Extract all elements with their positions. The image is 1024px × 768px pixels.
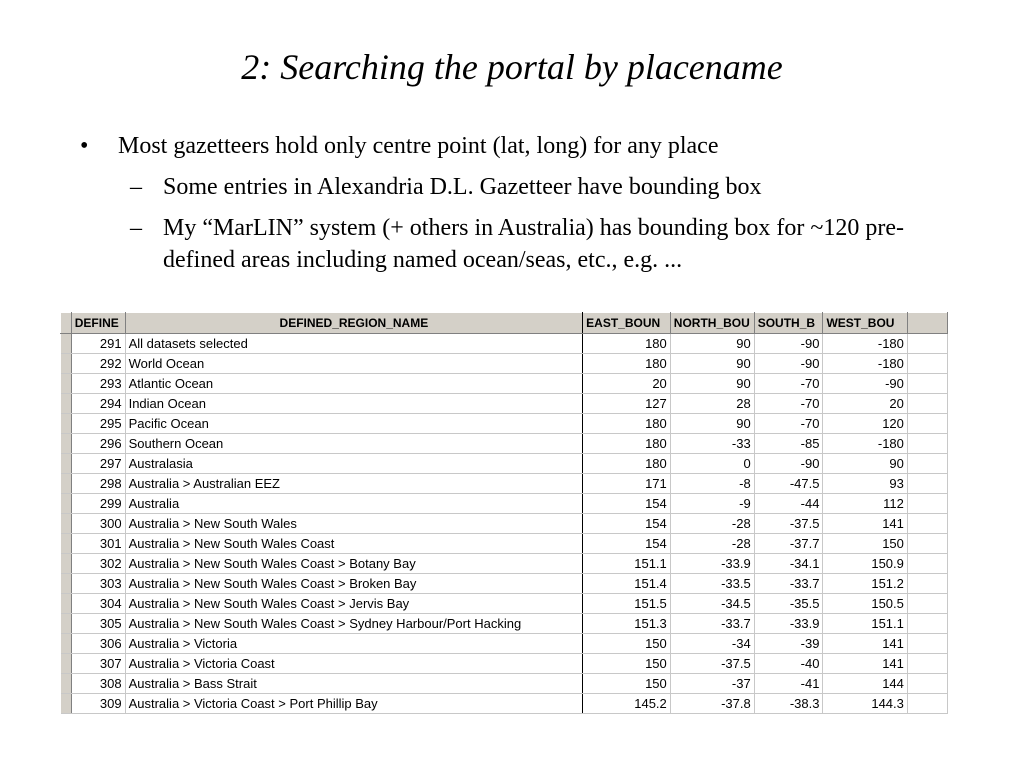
cell-north-bound[interactable]: -9: [670, 494, 754, 514]
cell-region-name[interactable]: Pacific Ocean: [125, 414, 583, 434]
cell-east-bound[interactable]: 151.4: [583, 574, 671, 594]
table-row[interactable]: [61, 494, 948, 514]
cell-region-name[interactable]: Australia > New South Wales: [125, 514, 583, 534]
cell-south-bound[interactable]: -90: [754, 334, 823, 354]
cell-empty: [907, 534, 947, 554]
cell-south-bound[interactable]: -85: [754, 434, 823, 454]
table-row[interactable]: [61, 334, 948, 354]
cell-region-name[interactable]: Australia > Bass Strait: [125, 674, 583, 694]
table-row[interactable]: [61, 554, 948, 574]
row-selector[interactable]: [61, 454, 72, 474]
cell-north-bound[interactable]: -34.5: [670, 594, 754, 614]
cell-empty: [907, 334, 947, 354]
cell-east-bound[interactable]: 154: [583, 514, 671, 534]
row-selector[interactable]: [61, 474, 72, 494]
cell-region-name[interactable]: Australia > New South Wales Coast > Broken Bay: [125, 574, 583, 594]
cell-east-bound[interactable]: 180: [583, 434, 671, 454]
cell-north-bound[interactable]: 90: [670, 354, 754, 374]
cell-empty: [907, 374, 947, 394]
cell-west-bound[interactable]: 112: [823, 494, 907, 514]
cell-east-bound[interactable]: 151.1: [583, 554, 671, 574]
cell-empty: [907, 594, 947, 614]
cell-defined-id[interactable]: 295: [71, 414, 125, 434]
cell-defined-id[interactable]: 293: [71, 374, 125, 394]
cell-north-bound[interactable]: -33.5: [670, 574, 754, 594]
cell-west-bound[interactable]: 150.5: [823, 594, 907, 614]
col-header-west-bound[interactable]: WEST_BOU: [823, 313, 907, 334]
cell-region-name[interactable]: Australia > Australian EEZ: [125, 474, 583, 494]
cell-region-name[interactable]: Australia > New South Wales Coast: [125, 534, 583, 554]
slide-title: 2: Searching the portal by placename: [241, 47, 783, 87]
cell-east-bound[interactable]: 180: [583, 334, 671, 354]
cell-defined-id[interactable]: 300: [71, 514, 125, 534]
cell-north-bound[interactable]: 0: [670, 454, 754, 474]
row-selector[interactable]: [61, 514, 72, 534]
col-header-region-name[interactable]: DEFINED_REGION_NAME: [125, 313, 583, 334]
row-selector[interactable]: [61, 594, 72, 614]
cell-south-bound[interactable]: -70: [754, 394, 823, 414]
cell-region-name[interactable]: Australia > New South Wales Coast > Sydney Harbour/Port Hacking: [125, 614, 583, 634]
row-selector[interactable]: [61, 654, 72, 674]
col-header-south-bound[interactable]: SOUTH_B: [754, 313, 823, 334]
cell-south-bound[interactable]: -39: [754, 634, 823, 654]
cell-north-bound[interactable]: -33: [670, 434, 754, 454]
table-row[interactable]: [61, 574, 948, 594]
cell-south-bound[interactable]: -44: [754, 494, 823, 514]
table-row[interactable]: [61, 434, 948, 454]
row-selector[interactable]: [61, 334, 72, 354]
cell-south-bound[interactable]: -90: [754, 454, 823, 474]
cell-south-bound[interactable]: -38.3: [754, 694, 823, 714]
cell-north-bound[interactable]: -37.8: [670, 694, 754, 714]
cell-east-bound[interactable]: 145.2: [583, 694, 671, 714]
cell-defined-id[interactable]: 297: [71, 454, 125, 474]
cell-east-bound[interactable]: 154: [583, 494, 671, 514]
cell-empty: [907, 574, 947, 594]
table-row[interactable]: [61, 674, 948, 694]
cell-north-bound[interactable]: 28: [670, 394, 754, 414]
cell-west-bound[interactable]: 141: [823, 654, 907, 674]
col-header-east-bound[interactable]: EAST_BOUN: [583, 313, 671, 334]
table-row[interactable]: [61, 634, 948, 654]
cell-empty: [907, 474, 947, 494]
cell-region-name[interactable]: Australasia: [125, 454, 583, 474]
cell-south-bound[interactable]: -37.7: [754, 534, 823, 554]
table-row[interactable]: [61, 594, 948, 614]
cell-east-bound[interactable]: 20: [583, 374, 671, 394]
row-selector[interactable]: [61, 434, 72, 454]
cell-defined-id[interactable]: 296: [71, 434, 125, 454]
cell-south-bound[interactable]: -33.9: [754, 614, 823, 634]
cell-region-name[interactable]: World Ocean: [125, 354, 583, 374]
cell-east-bound[interactable]: 150: [583, 654, 671, 674]
table-row[interactable]: [61, 454, 948, 474]
bullet-sub-2-text: My “MarLIN” system (+ others in Australia) has bounding box for ~120 pre-defined areas including named ocean/seas, etc., e.g. ...: [163, 215, 905, 273]
region-table-screenshot: [60, 312, 948, 722]
cell-east-bound[interactable]: 151.3: [583, 614, 671, 634]
cell-west-bound[interactable]: -180: [823, 334, 907, 354]
row-selector[interactable]: [61, 534, 72, 554]
cell-north-bound[interactable]: -34: [670, 634, 754, 654]
cell-east-bound[interactable]: 150: [583, 634, 671, 654]
cell-empty: [907, 394, 947, 414]
table-row[interactable]: [61, 354, 948, 374]
table-body: [61, 334, 948, 714]
cell-south-bound[interactable]: -40: [754, 654, 823, 674]
table-row[interactable]: [61, 654, 948, 674]
cell-west-bound[interactable]: 150: [823, 534, 907, 554]
cell-defined-id[interactable]: 303: [71, 574, 125, 594]
cell-south-bound[interactable]: -34.1: [754, 554, 823, 574]
cell-defined-id[interactable]: 304: [71, 594, 125, 614]
cell-region-name[interactable]: Atlantic Ocean: [125, 374, 583, 394]
cell-defined-id[interactable]: 299: [71, 494, 125, 514]
table-row[interactable]: [61, 474, 948, 494]
cell-defined-id[interactable]: 308: [71, 674, 125, 694]
cell-defined-id[interactable]: 291: [71, 334, 125, 354]
cell-east-bound[interactable]: 171: [583, 474, 671, 494]
cell-north-bound[interactable]: 90: [670, 374, 754, 394]
row-selector[interactable]: [61, 554, 72, 574]
table-row[interactable]: [61, 414, 948, 434]
bullet-main-text: Most gazetteers hold only centre point (lat, long) for any place: [118, 133, 719, 159]
cell-south-bound[interactable]: -70: [754, 414, 823, 434]
cell-west-bound[interactable]: 20: [823, 394, 907, 414]
row-selector[interactable]: [61, 694, 72, 714]
cell-north-bound[interactable]: 90: [670, 414, 754, 434]
cell-region-name[interactable]: Indian Ocean: [125, 394, 583, 414]
bullet-dash: –: [130, 215, 142, 241]
cell-empty: [907, 614, 947, 634]
cell-east-bound[interactable]: 150: [583, 674, 671, 694]
cell-region-name[interactable]: Australia > New South Wales Coast > Jervis Bay: [125, 594, 583, 614]
cell-empty: [907, 414, 947, 434]
cell-west-bound[interactable]: 151.2: [823, 574, 907, 594]
cell-north-bound[interactable]: -37.5: [670, 654, 754, 674]
row-selector[interactable]: [61, 354, 72, 374]
cell-east-bound[interactable]: 151.5: [583, 594, 671, 614]
cell-north-bound[interactable]: -8: [670, 474, 754, 494]
cell-south-bound[interactable]: -47.5: [754, 474, 823, 494]
table-header-row: [61, 313, 948, 334]
row-selector[interactable]: [61, 494, 72, 514]
cell-west-bound[interactable]: 141: [823, 514, 907, 534]
table-row[interactable]: [61, 694, 948, 714]
cell-west-bound[interactable]: 144: [823, 674, 907, 694]
cell-region-name[interactable]: Australia > Victoria Coast: [125, 654, 583, 674]
cell-empty: [907, 514, 947, 534]
cell-region-name[interactable]: Australia > Victoria: [125, 634, 583, 654]
cell-west-bound[interactable]: 151.1: [823, 614, 907, 634]
cell-empty: [907, 434, 947, 454]
row-selector[interactable]: [61, 414, 72, 434]
col-header-north-bound[interactable]: NORTH_BOU: [670, 313, 754, 334]
cell-west-bound[interactable]: 141: [823, 634, 907, 654]
cell-defined-id[interactable]: 307: [71, 654, 125, 674]
bullet-sub-1-text: Some entries in Alexandria D.L. Gazetteer have bounding box: [163, 174, 762, 200]
cell-south-bound[interactable]: -35.5: [754, 594, 823, 614]
table-row[interactable]: [61, 394, 948, 414]
cell-empty: [907, 554, 947, 574]
cell-defined-id[interactable]: 294: [71, 394, 125, 414]
cell-west-bound[interactable]: -90: [823, 374, 907, 394]
cell-north-bound[interactable]: -33.7: [670, 614, 754, 634]
row-selector-header[interactable]: [61, 313, 72, 334]
cell-region-name[interactable]: Southern Ocean: [125, 434, 583, 454]
col-header-defined-id[interactable]: DEFINE: [71, 313, 125, 334]
cell-region-name[interactable]: All datasets selected: [125, 334, 583, 354]
cell-east-bound[interactable]: 180: [583, 354, 671, 374]
row-selector[interactable]: [61, 394, 72, 414]
row-selector[interactable]: [61, 374, 72, 394]
table-row[interactable]: [61, 614, 948, 634]
table-row[interactable]: [61, 514, 948, 534]
cell-east-bound[interactable]: 154: [583, 534, 671, 554]
cell-south-bound[interactable]: -37.5: [754, 514, 823, 534]
bullet-dot: •: [80, 133, 89, 159]
cell-north-bound[interactable]: -37: [670, 674, 754, 694]
cell-defined-id[interactable]: 305: [71, 614, 125, 634]
cell-west-bound[interactable]: 120: [823, 414, 907, 434]
cell-north-bound[interactable]: 90: [670, 334, 754, 354]
cell-west-bound[interactable]: -180: [823, 434, 907, 454]
cell-west-bound[interactable]: -180: [823, 354, 907, 374]
col-header-empty: [907, 313, 947, 334]
cell-east-bound[interactable]: 180: [583, 454, 671, 474]
row-selector[interactable]: [61, 674, 72, 694]
cell-west-bound[interactable]: 144.3: [823, 694, 907, 714]
cell-region-name[interactable]: Australia > Victoria Coast > Port Phillip Bay: [125, 694, 583, 714]
cell-defined-id[interactable]: 306: [71, 634, 125, 654]
cell-north-bound[interactable]: -28: [670, 514, 754, 534]
cell-region-name[interactable]: Australia: [125, 494, 583, 514]
cell-defined-id[interactable]: 292: [71, 354, 125, 374]
cell-defined-id[interactable]: 301: [71, 534, 125, 554]
cell-south-bound[interactable]: -70: [754, 374, 823, 394]
cell-empty: [907, 354, 947, 374]
cell-region-name[interactable]: Australia > New South Wales Coast > Botany Bay: [125, 554, 583, 574]
cell-west-bound[interactable]: 150.9: [823, 554, 907, 574]
cell-empty: [907, 454, 947, 474]
cell-south-bound[interactable]: -90: [754, 354, 823, 374]
cell-west-bound[interactable]: 90: [823, 454, 907, 474]
cell-defined-id[interactable]: 302: [71, 554, 125, 574]
cell-north-bound[interactable]: -33.9: [670, 554, 754, 574]
cell-north-bound[interactable]: -28: [670, 534, 754, 554]
cell-defined-id[interactable]: 298: [71, 474, 125, 494]
cell-empty: [907, 694, 947, 714]
cell-empty: [907, 654, 947, 674]
row-selector[interactable]: [61, 614, 72, 634]
row-selector[interactable]: [61, 634, 72, 654]
cell-empty: [907, 674, 947, 694]
cell-defined-id[interactable]: 309: [71, 694, 125, 714]
bullet-dash: –: [130, 174, 142, 200]
cell-west-bound[interactable]: 93: [823, 474, 907, 494]
cell-east-bound[interactable]: 127: [583, 394, 671, 414]
cell-east-bound[interactable]: 180: [583, 414, 671, 434]
cell-empty: [907, 634, 947, 654]
cell-empty: [907, 494, 947, 514]
cell-south-bound[interactable]: -41: [754, 674, 823, 694]
cell-south-bound[interactable]: -33.7: [754, 574, 823, 594]
table-row[interactable]: [61, 534, 948, 554]
row-selector[interactable]: [61, 574, 72, 594]
table-row[interactable]: [61, 374, 948, 394]
region-table: [60, 312, 948, 714]
